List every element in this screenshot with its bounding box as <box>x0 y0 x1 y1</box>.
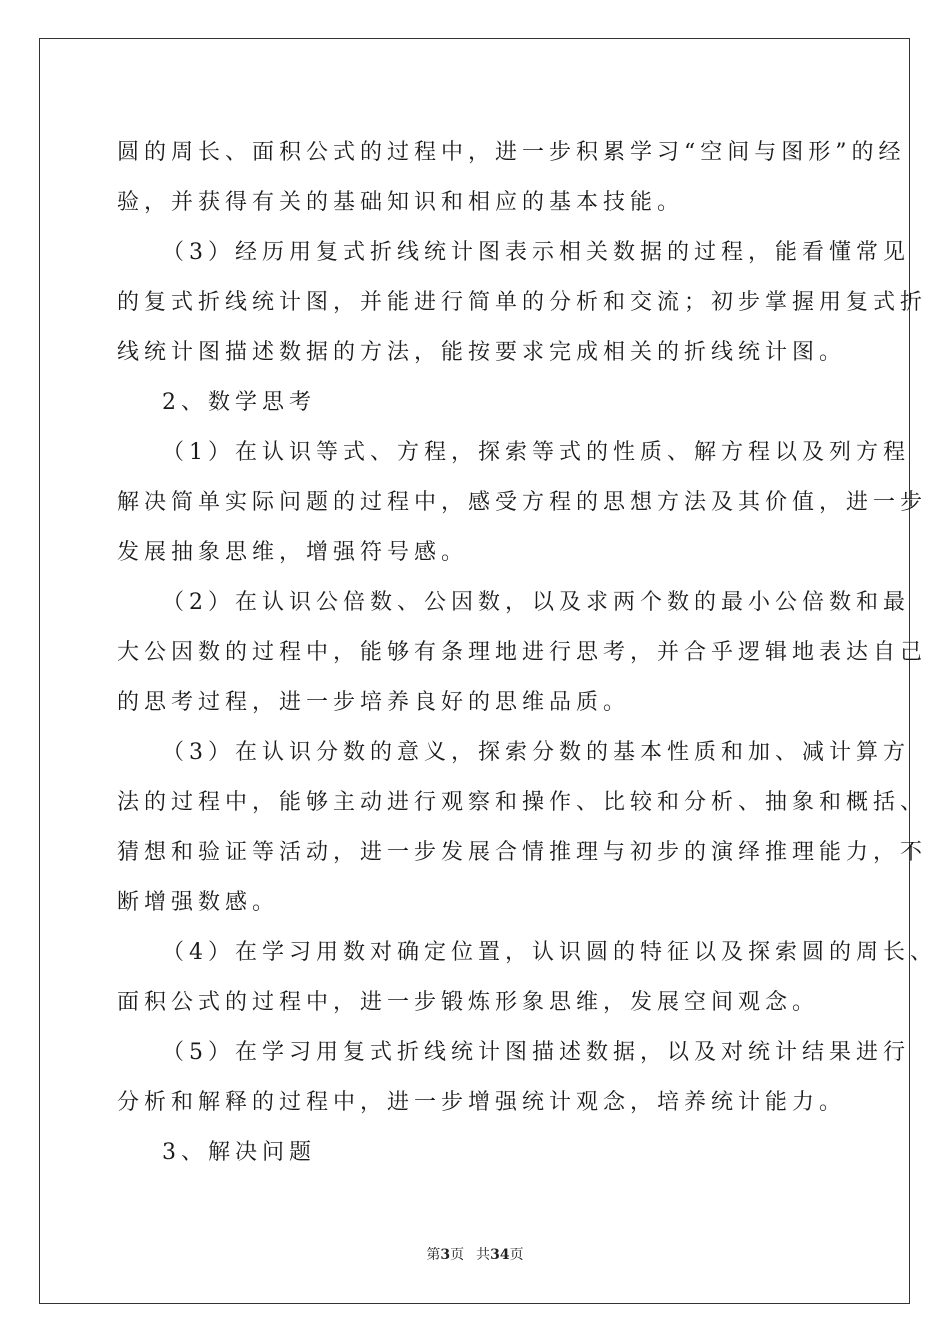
text-line: 发展抽象思维，增强符号感。 <box>117 540 469 565</box>
document-body <box>117 128 937 1178</box>
page-footer <box>0 1245 950 1265</box>
text-line: 线统计图描述数据的方法，能按要求完成相关的折线统计图。 <box>117 340 847 365</box>
text-line: 解决简单实际问题的过程中，感受方程的思想方法及其价值，进一步 <box>117 490 928 515</box>
text-line: 面积公式的过程中，进一步锻炼形象思维，发展空间观念。 <box>117 990 820 1015</box>
page-number: 3 <box>440 1247 451 1263</box>
text-line: 分析和解释的过程中，进一步增强统计观念，培养统计能力。 <box>117 1090 847 1115</box>
text-line: 法的过程中，能够主动进行观察和操作、比较和分析、抽象和概括、 <box>117 790 928 815</box>
section-heading: 2、数学思考 <box>162 390 316 415</box>
text-line: （5）在学习用复式折线统计图描述数据，以及对统计结果进行 <box>162 1040 910 1065</box>
text-line: 大公因数的过程中，能够有条理地进行思考，并合乎逻辑地表达自己 <box>117 640 928 665</box>
text-line: （4）在学习用数对确定位置，认识圆的特征以及探索圆的周长、 <box>162 940 937 965</box>
text-line: （3）在认识分数的意义，探索分数的基本性质和加、减计算方 <box>162 740 910 765</box>
total-label-suffix: 页 <box>509 1247 524 1263</box>
section-heading: 3、解决问题 <box>162 1140 316 1165</box>
page-label-suffix: 页 <box>450 1247 465 1263</box>
text-line: （3）经历用复式折线统计图表示相关数据的过程，能看懂常见 <box>162 240 910 265</box>
page-label-prefix: 第 <box>426 1247 441 1263</box>
text-line: 验，并获得有关的基础知识和相应的基本技能。 <box>117 190 685 215</box>
text-line: 圆的周长、面积公式的过程中，进一步积累学习“空间与图形”的经 <box>117 140 906 165</box>
text-line: 的思考过程，进一步培养良好的思维品质。 <box>117 690 631 715</box>
total-label-prefix: 共 <box>476 1247 491 1263</box>
text-line: 的复式折线统计图，并能进行简单的分析和交流；初步掌握用复式折 <box>117 290 928 315</box>
total-pages: 34 <box>490 1247 510 1263</box>
text-line: 断增强数感。 <box>117 890 280 915</box>
text-line: （1）在认识等式、方程，探索等式的性质、解方程以及列方程 <box>162 440 910 465</box>
text-line: 猜想和验证等活动，进一步发展合情推理与初步的演绎推理能力，不 <box>117 840 928 865</box>
text-line: （2）在认识公倍数、公因数，以及求两个数的最小公倍数和最 <box>162 590 910 615</box>
